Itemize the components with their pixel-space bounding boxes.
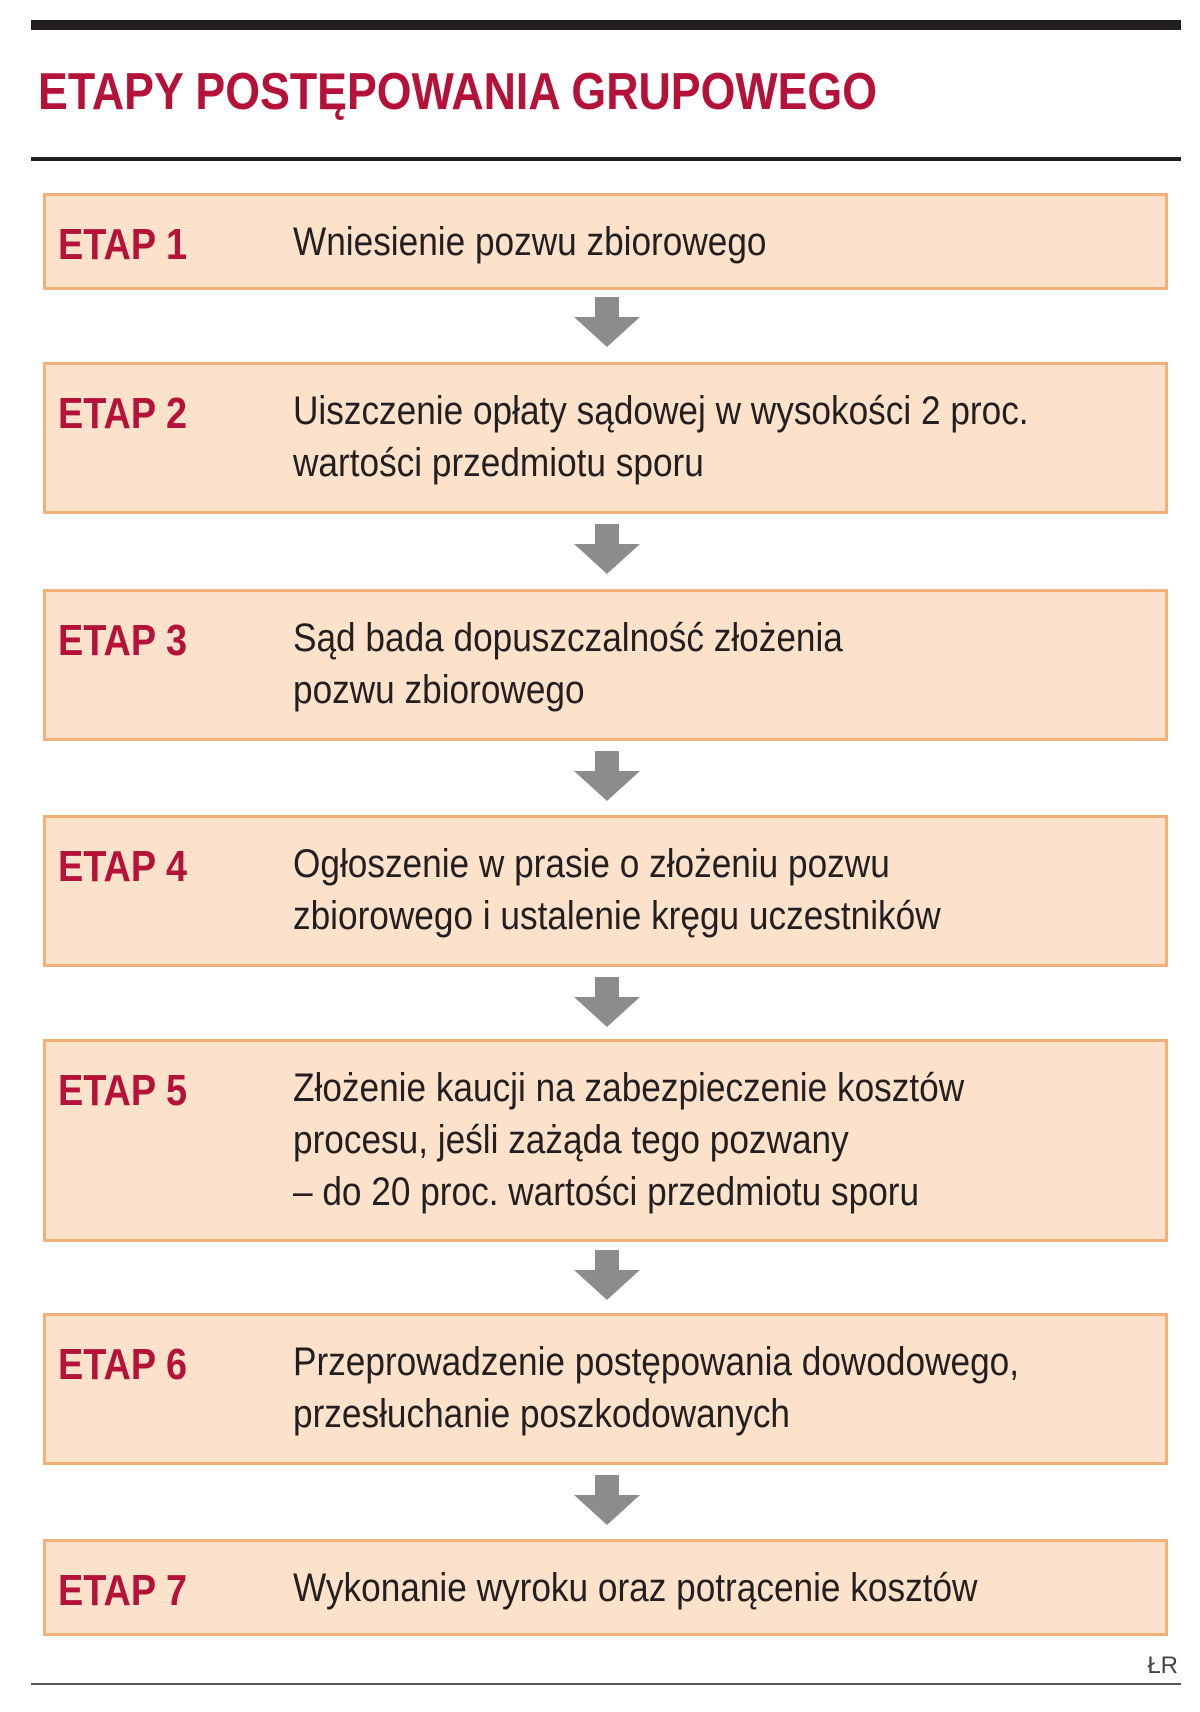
step-text: Złożenie kaucji na zabezpieczenie kosztów procesu, jeśli zażąda tego pozwany – do 20 proc. wartości przedmiotu sporu (293, 1066, 965, 1214)
top-rule (31, 20, 1181, 30)
step-label: ETAP 6 (58, 1340, 187, 1389)
step-box-7 (43, 1539, 1168, 1636)
step-label: ETAP 7 (58, 1566, 187, 1615)
step-box-5 (43, 1039, 1168, 1242)
step-box-4 (43, 815, 1168, 967)
bottom-rule (31, 1683, 1181, 1685)
down-arrow-icon (572, 297, 642, 347)
step-box-1 (43, 193, 1168, 290)
step-text: Sąd bada dopuszczalność złożenia pozwu zbiorowego (293, 616, 843, 712)
step-box-2 (43, 362, 1168, 514)
step-text: Uiszczenie opłaty sądowej w wysokości 2 proc. wartości przedmiotu sporu (293, 389, 1029, 485)
step-label: ETAP 4 (58, 842, 187, 891)
step-label: ETAP 5 (58, 1066, 187, 1115)
step-text: Ogłoszenie w prasie o złożeniu pozwu zbiorowego i ustalenie kręgu uczestników (293, 842, 941, 938)
step-box-6 (43, 1313, 1168, 1465)
down-arrow-icon (572, 977, 642, 1027)
credit-label: ŁR (1147, 1652, 1178, 1679)
step-label: ETAP 2 (58, 389, 187, 438)
step-box-3 (43, 589, 1168, 741)
step-text: Wniesienie pozwu zbiorowego (293, 220, 767, 264)
down-arrow-icon (572, 524, 642, 574)
down-arrow-icon (572, 1475, 642, 1525)
down-arrow-icon (572, 1250, 642, 1300)
step-text: Wykonanie wyroku oraz potrącenie kosztów (293, 1566, 978, 1610)
page-title: ETAPY POSTĘPOWANIA GRUPOWEGO (38, 63, 878, 121)
title-rule (31, 157, 1181, 161)
down-arrow-icon (572, 751, 642, 801)
step-label: ETAP 3 (58, 616, 187, 665)
step-text: Przeprowadzenie postępowania dowodowego, przesłuchanie poszkodowanych (293, 1340, 1019, 1436)
step-label: ETAP 1 (58, 220, 187, 269)
